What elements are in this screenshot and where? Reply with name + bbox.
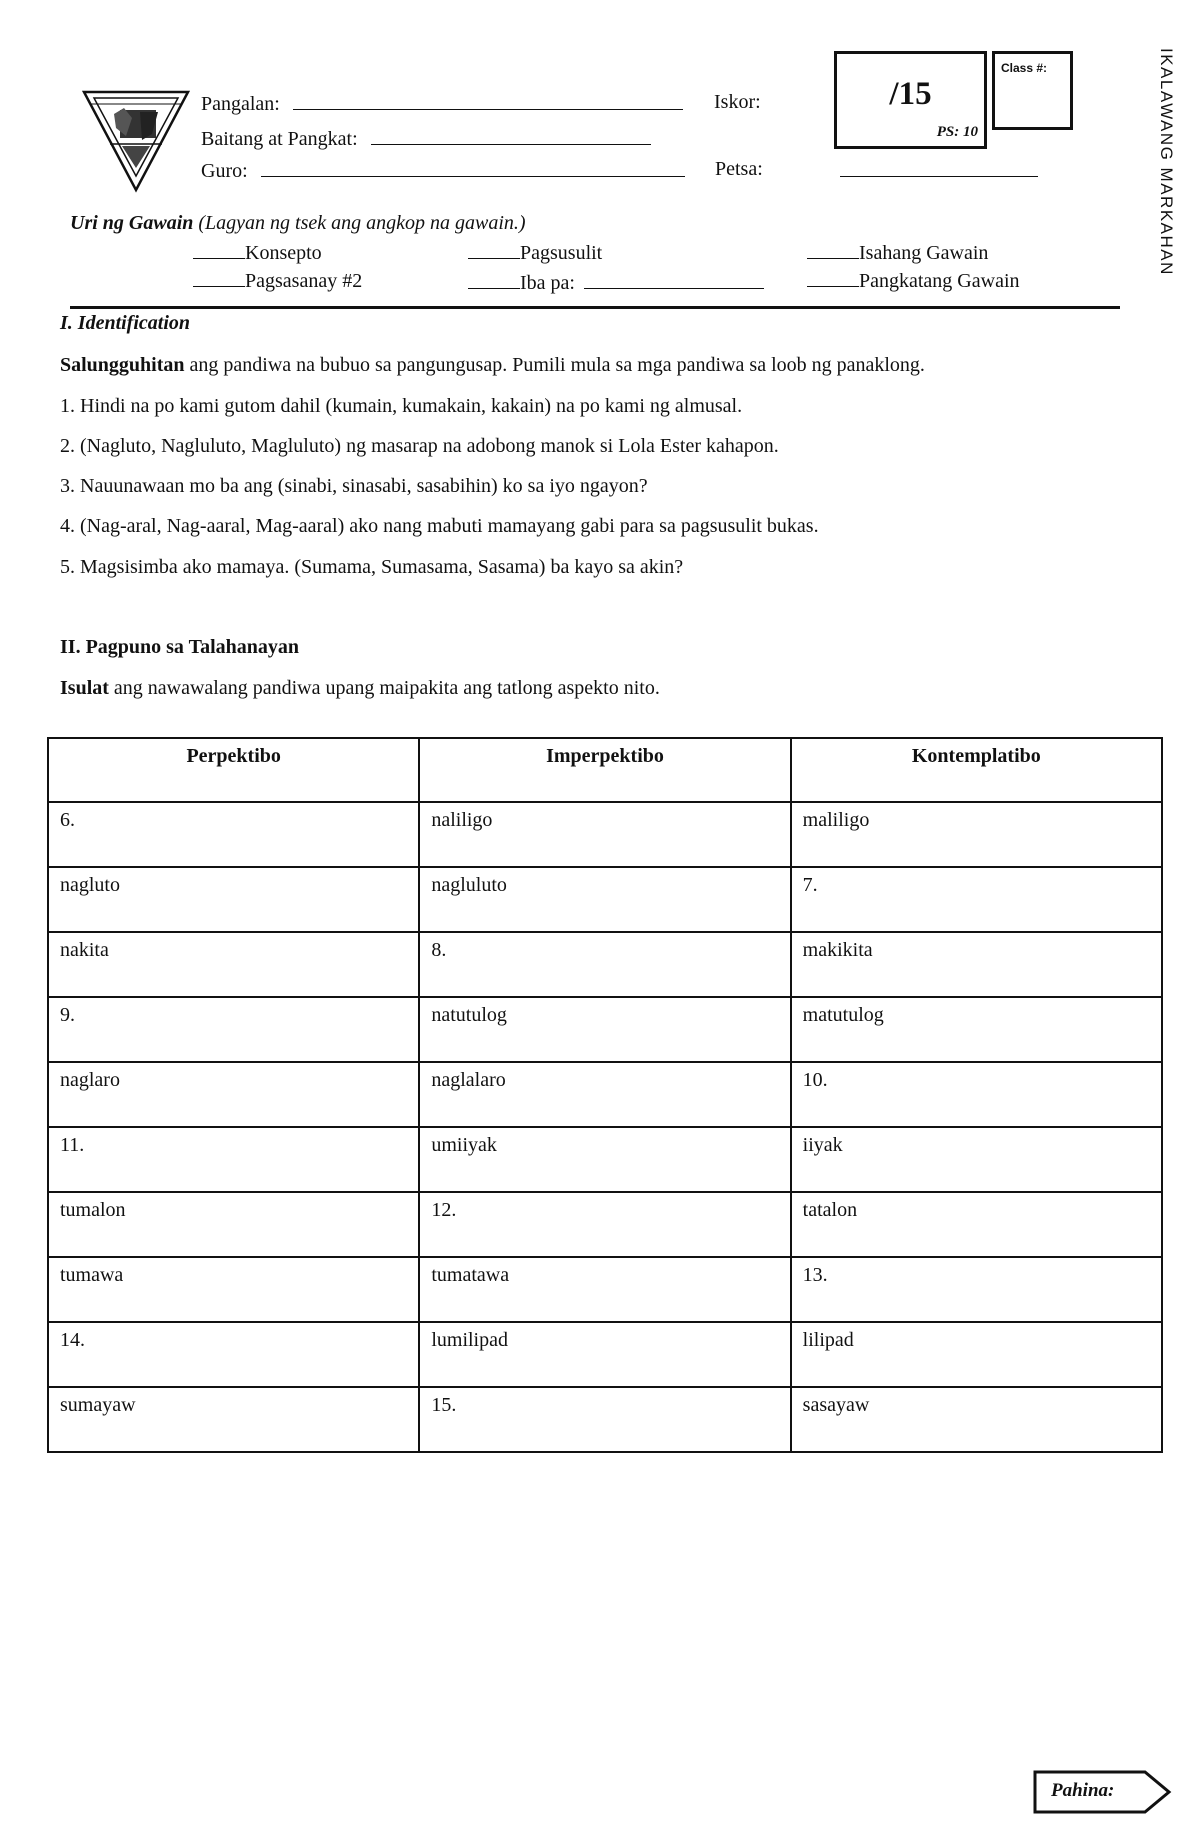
table-cell[interactable]: 13.	[791, 1257, 1162, 1322]
table-cell: naglalaro	[419, 1062, 790, 1127]
table-row	[48, 997, 1162, 1062]
table-cell: umiiyak	[419, 1127, 790, 1192]
table-row	[48, 932, 1162, 997]
section2-instruction-verb: Isulat	[60, 677, 109, 699]
option-label: Isahang Gawain	[859, 242, 989, 264]
date-label: Petsa:	[715, 158, 763, 180]
table-row	[48, 802, 1162, 867]
date-line	[840, 158, 1038, 177]
activity-type-instruction: (Lagyan ng tsek ang angkop na gawain.)	[198, 212, 526, 234]
table-cell: tumatawa	[419, 1257, 790, 1322]
iba-pa-line[interactable]	[584, 270, 764, 289]
score-field	[714, 91, 761, 114]
column-header: Perpektibo	[48, 738, 419, 802]
score-label: Iskor:	[714, 91, 761, 113]
table-cell: lumilipad	[419, 1322, 790, 1387]
table-cell[interactable]: 15.	[419, 1387, 790, 1452]
grade-section-label: Baitang at Pangkat:	[201, 128, 358, 150]
table-cell: nagluto	[48, 867, 419, 932]
option-isahang-gawain[interactable]	[807, 242, 988, 265]
option-label: Konsepto	[245, 242, 322, 264]
option-konsepto[interactable]	[193, 242, 322, 265]
header-divider	[70, 306, 1120, 309]
option-label: Iba pa:	[520, 272, 575, 294]
teacher-label: Guro:	[201, 160, 248, 182]
section2-instruction-text: ang nawawalang pandiwa upang maipakita ang tatlong aspekto nito.	[108, 677, 660, 699]
checkbox-blank[interactable]	[193, 242, 245, 259]
question-item: 2. (Nagluto, Nagluluto, Magluluto) ng masarap na adobong manok si Lola Ester kahapon.	[60, 435, 779, 457]
passing-score: PS: 10	[936, 124, 978, 140]
section2-instruction	[60, 677, 660, 700]
table-cell: maliligo	[791, 802, 1162, 867]
class-number-label: Class #:	[1001, 61, 1048, 75]
table-row	[48, 1127, 1162, 1192]
option-label: Pagsasanay #2	[245, 270, 363, 292]
table-row	[48, 1257, 1162, 1322]
option-iba-pa[interactable]	[468, 270, 764, 295]
table-cell: sumayaw	[48, 1387, 419, 1452]
table-cell: natutulog	[419, 997, 790, 1062]
teacher-line	[261, 158, 685, 177]
table-row	[48, 1387, 1162, 1452]
table-cell[interactable]: 10.	[791, 1062, 1162, 1127]
table-cell[interactable]: 12.	[419, 1192, 790, 1257]
table-cell[interactable]: 14.	[48, 1322, 419, 1387]
name-label: Pangalan:	[201, 93, 280, 115]
name-field[interactable]	[201, 91, 683, 116]
teacher-field[interactable]	[201, 158, 685, 183]
question-item: 5. Magsisimba ako mamaya. (Sumama, Sumasama, Sasama) ba kayo sa akin?	[60, 556, 684, 578]
table-cell: nakita	[48, 932, 419, 997]
grade-section-line	[371, 126, 651, 145]
activity-type-title: Uri ng Gawain	[70, 212, 194, 234]
activity-type-heading	[70, 212, 526, 235]
table-cell: sasayaw	[791, 1387, 1162, 1452]
table-cell[interactable]: 9.	[48, 997, 419, 1062]
option-pangkatang-gawain[interactable]	[807, 270, 1020, 293]
column-header: Imperpektibo	[419, 738, 790, 802]
table-cell[interactable]: 6.	[48, 802, 419, 867]
table-row	[48, 1192, 1162, 1257]
checkbox-blank[interactable]	[193, 270, 245, 287]
option-label: Pagsusulit	[520, 242, 603, 264]
checkbox-blank[interactable]	[807, 242, 859, 259]
table-cell: iiyak	[791, 1127, 1162, 1192]
table-cell: lilipad	[791, 1322, 1162, 1387]
class-number-box[interactable]	[992, 51, 1073, 130]
question-item: 1. Hindi na po kami gutom dahil (kumain, kumakain, kakain) na po kami ng almusal.	[60, 395, 743, 417]
table-cell[interactable]: 7.	[791, 867, 1162, 932]
column-header: Kontemplatibo	[791, 738, 1162, 802]
school-logo	[80, 88, 192, 194]
section1-title: I. Identification	[60, 312, 191, 334]
page-label: Pahina:	[1051, 1780, 1115, 1801]
section1-instruction-verb: Salungguhitan	[60, 354, 185, 376]
verb-aspect-table	[47, 737, 1163, 1453]
date-field[interactable]	[715, 158, 763, 181]
option-label: Pangkatang Gawain	[859, 270, 1020, 292]
table-cell: nagluluto	[419, 867, 790, 932]
table-cell: tumawa	[48, 1257, 419, 1322]
score-box	[834, 51, 987, 149]
table-cell: tatalon	[791, 1192, 1162, 1257]
page-number-tag	[1033, 1770, 1173, 1814]
table-cell[interactable]: 8.	[419, 932, 790, 997]
table-row	[48, 1062, 1162, 1127]
table-cell: naglaro	[48, 1062, 419, 1127]
section1-instruction-text: ang pandiwa na bubuo sa pangungusap. Pumili mula sa mga pandiwa sa loob ng panaklong.	[184, 354, 925, 376]
option-pagsusulit[interactable]	[468, 242, 602, 265]
checkbox-blank[interactable]	[807, 270, 859, 287]
total-score: /15	[889, 76, 932, 112]
question-item: 3. Nauunawaan mo ba ang (sinabi, sinasabi, sasabihin) ko sa iyo ngayon?	[60, 475, 648, 497]
option-pagsasanay[interactable]	[193, 270, 362, 293]
name-line	[293, 91, 683, 110]
table-row	[48, 1322, 1162, 1387]
table-cell: naliligo	[419, 802, 790, 867]
section2-title: II. Pagpuno sa Talahanayan	[60, 636, 300, 658]
table-cell[interactable]: 11.	[48, 1127, 419, 1192]
section1-instruction	[60, 354, 925, 377]
table-cell: makikita	[791, 932, 1162, 997]
question-item: 4. (Nag-aral, Nag-aaral, Mag-aaral) ako nang mabuti mamayang gabi para sa pagsusulit bukas.	[60, 515, 819, 537]
table-cell: tumalon	[48, 1192, 419, 1257]
table-row	[48, 867, 1162, 932]
table-header-row	[48, 738, 1162, 802]
table-cell: matutulog	[791, 997, 1162, 1062]
grade-section-field[interactable]	[201, 126, 651, 151]
checkbox-blank[interactable]	[468, 242, 520, 259]
quarter-label: IKALAWANG MARKAHAN	[1157, 48, 1176, 276]
checkbox-blank[interactable]	[468, 272, 520, 289]
